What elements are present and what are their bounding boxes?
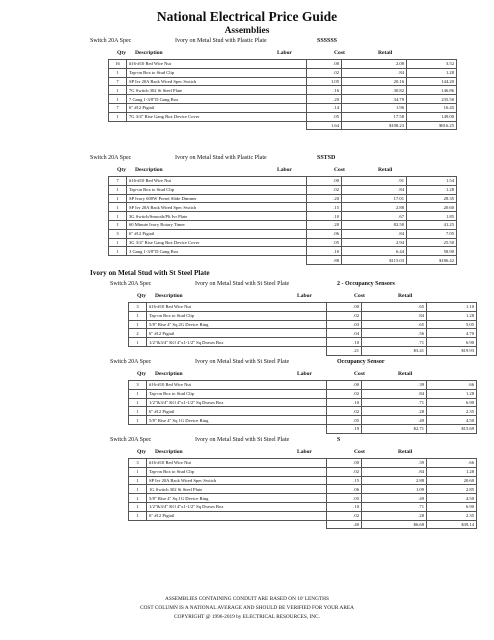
item-cost: 2.94	[342, 238, 407, 247]
item-labor: .00	[327, 303, 362, 312]
footer-line-3: COPYRIGHT @ 1996-2019 by ELECTRICAL RESOURCES, INC.	[174, 614, 320, 620]
item-labor: .00	[327, 459, 362, 468]
column-header-qty: Qty	[137, 449, 147, 455]
column-header-description: Description	[155, 449, 183, 455]
column-header-retail: Retail	[378, 167, 393, 173]
spec-code: S	[337, 437, 341, 443]
totals-spacer	[109, 256, 127, 265]
table-row	[129, 329, 477, 338]
item-description: 6" #12 Pigtail	[147, 407, 327, 416]
item-cost: 2.08	[342, 60, 407, 69]
page-title: National Electrical Price Guide	[156, 9, 338, 24]
item-labor: .10	[327, 502, 362, 511]
item-labor: .02	[307, 68, 342, 77]
spec-type: Switch 20A Spec	[110, 281, 152, 287]
spec-finish: Ivory on Metal Stud with Plastic Plate	[175, 38, 267, 44]
column-header-retail: Retail	[378, 50, 393, 56]
item-description: SP Ivory 600W Preset Slide Dimmer	[127, 194, 307, 203]
item-retail: 1.28	[427, 467, 477, 476]
assembly-spec-line	[110, 357, 477, 368]
table-row	[129, 511, 477, 520]
item-cost: .39	[362, 459, 427, 468]
item-description: SP Ivr 20A Back Wired Spec Switch	[127, 77, 307, 86]
table-row	[129, 303, 477, 312]
item-labor: .05	[307, 112, 342, 121]
column-header-cost: Cost	[354, 371, 365, 377]
total-cost: $2.71	[362, 424, 427, 433]
item-description: 3G 3/4" Rise Gang Box Device Cover	[127, 238, 307, 247]
totals-spacer	[147, 520, 327, 529]
item-description: 5/8" Rise 4" Sq 2G Device Ring	[147, 320, 327, 329]
total-labor: .40	[327, 520, 362, 529]
item-description: 6" #12 Pigtail	[147, 511, 327, 520]
total-labor: .19	[327, 424, 362, 433]
item-retail: 16.45	[407, 103, 457, 112]
table-row	[109, 60, 457, 69]
column-header-cost: Cost	[354, 449, 365, 455]
table-row	[129, 467, 477, 476]
item-labor: .02	[327, 467, 362, 476]
item-retail: 6.90	[427, 502, 477, 511]
item-cost: .91	[342, 177, 407, 186]
item-labor: .02	[327, 407, 362, 416]
column-header-row	[90, 47, 457, 59]
item-retail: 144.20	[407, 77, 457, 86]
item-retail: 4.50	[427, 494, 477, 503]
table-row	[129, 381, 477, 390]
item-description: 7G 3/4" Rise Gang Box Device Cover	[127, 112, 307, 121]
total-retail: $186.42	[407, 256, 457, 265]
column-header-qty: Qty	[137, 293, 147, 299]
item-cost: .71	[362, 502, 427, 511]
column-header-cost: Cost	[334, 50, 345, 56]
item-description: Tap-on Box to Stud Clip	[127, 185, 307, 194]
item-labor: .10	[327, 398, 362, 407]
column-header-labor: Labor	[297, 293, 312, 299]
item-retail: 7.05	[407, 229, 457, 238]
item-retail: 1.28	[407, 185, 457, 194]
item-description: SP Ivr 20A Back Wired Spec Switch	[147, 476, 327, 485]
assembly-spec-line	[110, 279, 477, 290]
item-retail: 2.35	[427, 511, 477, 520]
item-cost: .84	[362, 389, 427, 398]
item-cost: .49	[362, 494, 427, 503]
item-cost: .71	[362, 398, 427, 407]
total-labor: .88	[307, 256, 342, 265]
item-description: #16-#10 Red Wire Nut	[127, 60, 307, 69]
item-qty: 1	[129, 511, 147, 520]
item-cost: 17.58	[342, 112, 407, 121]
column-header-labor: Labor	[277, 50, 292, 56]
item-description: 5/8" Rise 4" Sq 1G Device Ring	[147, 416, 327, 425]
item-qty: 1	[109, 112, 127, 121]
item-qty: 7	[109, 103, 127, 112]
item-description: #16-#10 Red Wire Nut	[127, 177, 307, 186]
item-retail: 6.90	[427, 338, 477, 347]
item-qty: 16	[109, 60, 127, 69]
spec-type: Switch 20A Spec	[90, 38, 132, 44]
item-retail: 1.28	[407, 68, 457, 77]
item-cost: 82.50	[342, 220, 407, 229]
page-subtitle: Assemblies	[224, 26, 270, 36]
item-description: #16-#10 Red Wire Nut	[147, 459, 327, 468]
item-description: SP Ivr 20A Back Wired Spec Switch	[127, 203, 307, 212]
item-qty: 1	[109, 247, 127, 256]
item-cost: 1.09	[362, 485, 427, 494]
total-labor: 1.64	[307, 121, 342, 130]
assembly-block	[90, 36, 457, 130]
table-row	[109, 247, 457, 256]
assembly-spec-line	[90, 153, 457, 164]
column-header-qty: Qty	[117, 50, 127, 56]
totals-spacer	[127, 256, 307, 265]
item-labor: .00	[307, 60, 342, 69]
total-retail: $19.93	[427, 346, 477, 355]
table-row	[109, 185, 457, 194]
item-description: 5/8" Rise 4" Sq 1G Device Ring	[147, 494, 327, 503]
item-cost: .84	[342, 185, 407, 194]
item-labor: .05	[327, 494, 362, 503]
column-header-row	[110, 290, 477, 302]
total-retail: $15.69	[427, 424, 477, 433]
item-labor: .03	[327, 320, 362, 329]
item-qty: 1	[129, 476, 147, 485]
item-cost: .49	[362, 416, 427, 425]
table-row	[129, 338, 477, 347]
item-qty: 1	[109, 185, 127, 194]
table-row	[109, 112, 457, 121]
item-description: 6" #12 Pigtail	[127, 229, 307, 238]
item-qty: 1	[109, 86, 127, 95]
table-row	[109, 229, 457, 238]
spec-finish: Ivory on Metal Stud with St Steel Plate	[195, 437, 290, 443]
item-cost: 30.82	[342, 86, 407, 95]
item-retail: 146.86	[407, 86, 457, 95]
item-qty: 1	[129, 398, 147, 407]
assembly-items-table	[128, 380, 477, 434]
item-retail: .66	[427, 381, 477, 390]
item-retail: 3.52	[407, 60, 457, 69]
item-labor: .00	[307, 177, 342, 186]
table-row	[109, 68, 457, 77]
table-row	[109, 220, 457, 229]
item-retail: 58.90	[407, 247, 457, 256]
item-labor: .04	[327, 329, 362, 338]
item-retail: 4.50	[427, 416, 477, 425]
item-description: 1/2"&3/4" KO 4"x1-1/2" Sq Drawn Box	[147, 398, 327, 407]
spec-code: SSTSD	[317, 155, 336, 161]
item-qty: 1	[109, 95, 127, 104]
item-cost: .65	[362, 303, 427, 312]
item-qty: 7	[109, 177, 127, 186]
column-header-labor: Labor	[297, 449, 312, 455]
total-cost: $3.41	[362, 346, 427, 355]
item-description: Tap-on Box to Stud Clip	[147, 389, 327, 398]
spec-code: Occupancy Sensor	[337, 359, 385, 365]
table-row	[129, 398, 477, 407]
item-cost: .84	[362, 467, 427, 476]
table-row	[109, 194, 457, 203]
spec-type: Switch 20A Spec	[90, 155, 132, 161]
item-retail: 1.85	[407, 212, 457, 221]
total-retail: $39.14	[427, 520, 477, 529]
spec-type: Switch 20A Spec	[110, 437, 152, 443]
item-labor: .02	[327, 511, 362, 520]
item-labor: .02	[327, 389, 362, 398]
item-labor: .20	[307, 194, 342, 203]
totals-spacer	[147, 346, 327, 355]
item-qty: 1	[109, 212, 127, 221]
column-header-retail: Retail	[398, 449, 413, 455]
assembly-block	[110, 357, 477, 434]
totals-spacer	[129, 346, 147, 355]
item-qty: 2	[129, 329, 147, 338]
table-row	[109, 177, 457, 186]
column-header-row	[110, 446, 477, 458]
item-labor: .15	[307, 203, 342, 212]
totals-row	[129, 346, 477, 355]
item-qty: 3	[129, 381, 147, 390]
column-header-retail: Retail	[398, 293, 413, 299]
item-description: 1/2"&3/4" KO 4"x1-1/2" Sq Drawn Box	[147, 502, 327, 511]
item-cost: .56	[362, 329, 427, 338]
total-cost: $6.68	[362, 520, 427, 529]
item-labor: .06	[307, 229, 342, 238]
column-header-qty: Qty	[137, 371, 147, 377]
item-labor: .02	[327, 311, 362, 320]
item-description: #16-#10 Red Wire Nut	[147, 381, 327, 390]
item-labor: 1.05	[307, 77, 342, 86]
item-retail: 25.50	[407, 238, 457, 247]
table-row	[109, 238, 457, 247]
item-description: 6" #12 Pigtail	[127, 103, 307, 112]
item-cost: 6.44	[342, 247, 407, 256]
spec-type: Switch 20A Spec	[110, 359, 152, 365]
assembly-items-table	[108, 176, 457, 265]
item-retail: 20.60	[427, 476, 477, 485]
item-labor: .20	[307, 95, 342, 104]
item-labor: .10	[307, 247, 342, 256]
table-row	[129, 459, 477, 468]
spec-finish: Ivory on Metal Stud with Plastic Plate	[175, 155, 267, 161]
item-retail: 41.25	[407, 220, 457, 229]
item-qty: 1	[129, 311, 147, 320]
table-row	[109, 77, 457, 86]
item-retail: 6.90	[427, 398, 477, 407]
item-description: 1G Switch 302 St Steel Plate	[147, 485, 327, 494]
item-cost: 20.16	[342, 77, 407, 86]
assembly-block	[110, 435, 477, 529]
item-qty: 3	[129, 303, 147, 312]
assembly-spec-line	[90, 36, 457, 47]
totals-spacer	[129, 520, 147, 529]
item-labor: .00	[327, 381, 362, 390]
item-cost: .28	[362, 511, 427, 520]
totals-row	[109, 121, 457, 130]
item-cost: .39	[362, 381, 427, 390]
item-cost: .67	[342, 212, 407, 221]
totals-spacer	[129, 424, 147, 433]
item-qty: 1	[109, 68, 127, 77]
table-row	[129, 416, 477, 425]
item-qty: 1	[129, 494, 147, 503]
table-row	[129, 320, 477, 329]
item-cost: 17.01	[342, 194, 407, 203]
table-row	[129, 494, 477, 503]
item-retail: 149.00	[407, 112, 457, 121]
item-cost: .84	[342, 68, 407, 77]
assembly-block	[110, 279, 477, 356]
item-description: 3G Switch/Smooth/Plt Ivr Plate	[127, 212, 307, 221]
totals-row	[129, 520, 477, 529]
item-retail: 28.35	[407, 194, 457, 203]
spec-code: 2 - Occupancy Sensors	[337, 281, 395, 287]
item-cost: .84	[342, 229, 407, 238]
item-qty: 3	[109, 229, 127, 238]
item-description: 1/2"&3/4" KO 4"x1-1/2" Sq Drawn Box	[147, 338, 327, 347]
item-qty: 1	[129, 502, 147, 511]
item-qty: 1	[129, 485, 147, 494]
item-qty: 1	[129, 338, 147, 347]
table-row	[109, 203, 457, 212]
item-labor: .16	[307, 86, 342, 95]
item-labor: .10	[307, 212, 342, 221]
item-cost: 2.88	[362, 476, 427, 485]
item-description: 6" #12 Pigtail	[147, 329, 327, 338]
item-qty: 1	[129, 320, 147, 329]
table-row	[129, 502, 477, 511]
item-cost: .65	[362, 320, 427, 329]
column-header-row	[90, 164, 457, 176]
item-cost: .84	[362, 311, 427, 320]
total-cost: $108.23	[342, 121, 407, 130]
total-cost: $115.03	[342, 256, 407, 265]
item-retail: 4.70	[427, 329, 477, 338]
table-row	[109, 103, 457, 112]
item-description: Tap-on Box to Stud Clip	[127, 68, 307, 77]
totals-row	[109, 256, 457, 265]
table-row	[109, 86, 457, 95]
item-labor: .05	[307, 238, 342, 247]
item-description: Tap-on Box to Stud Clip	[147, 311, 327, 320]
column-header-qty: Qty	[117, 167, 127, 173]
item-retail: .66	[427, 459, 477, 468]
column-header-cost: Cost	[334, 167, 345, 173]
item-retail: 2.85	[427, 485, 477, 494]
item-description: #16-#10 Red Wire Nut	[147, 303, 327, 312]
item-retail: 1.10	[427, 303, 477, 312]
item-cost: .71	[362, 338, 427, 347]
item-qty: 1	[109, 220, 127, 229]
spec-finish: Ivory on Metal Stud with St Steel Plate	[195, 281, 290, 287]
item-labor: .06	[327, 485, 362, 494]
column-header-description: Description	[135, 167, 163, 173]
totals-spacer	[127, 121, 307, 130]
table-row	[109, 95, 457, 104]
item-cost: 1.96	[342, 103, 407, 112]
total-labor: .21	[327, 346, 362, 355]
column-header-description: Description	[135, 50, 163, 56]
column-header-row	[110, 368, 477, 380]
item-labor: .10	[327, 338, 362, 347]
column-header-retail: Retail	[398, 371, 413, 377]
table-row	[129, 485, 477, 494]
assembly-block	[90, 153, 457, 265]
assembly-spec-line	[110, 435, 477, 446]
totals-spacer	[147, 424, 327, 433]
item-cost: .28	[362, 407, 427, 416]
item-qty: 3	[129, 459, 147, 468]
footer-line-1: ASSEMBLIES CONTAINING CONDUIT ARE BASED ON 10' LENGTHS	[165, 596, 329, 602]
column-header-labor: Labor	[297, 371, 312, 377]
item-qty: 1	[109, 194, 127, 203]
item-qty: 1	[129, 389, 147, 398]
item-description: 7 Gang 1-3/8"D Gang Box	[127, 95, 307, 104]
item-qty: 7	[109, 77, 127, 86]
item-retail: 235.50	[407, 95, 457, 104]
totals-row	[129, 424, 477, 433]
table-row	[129, 311, 477, 320]
footer-line-2: COST COLUMN IS A NATIONAL AVERAGE AND SHOULD BE VERIFIED FOR YOUR AREA	[140, 605, 354, 611]
section-heading: Ivory on Metal Stud with St Steel Plate	[90, 269, 210, 277]
item-qty: 1	[109, 203, 127, 212]
item-labor: .15	[327, 476, 362, 485]
item-retail: 1.28	[427, 311, 477, 320]
item-retail: 2.35	[427, 407, 477, 416]
column-header-cost: Cost	[354, 293, 365, 299]
item-retail: 1.54	[407, 177, 457, 186]
item-retail: 5.05	[427, 320, 477, 329]
table-row	[129, 476, 477, 485]
item-description: 60 Minute Ivory Rotary Timer	[127, 220, 307, 229]
assembly-items-table	[128, 302, 477, 356]
item-retail: 1.28	[427, 389, 477, 398]
item-description: 3 Gang 1-3/8"D Gang Box	[127, 247, 307, 256]
item-labor: .14	[307, 103, 342, 112]
item-qty: 1	[129, 407, 147, 416]
totals-spacer	[109, 121, 127, 130]
table-row	[109, 212, 457, 221]
spec-code: SSSSSS	[317, 38, 338, 44]
column-header-labor: Labor	[277, 167, 292, 173]
item-labor: .05	[327, 416, 362, 425]
item-qty: 1	[129, 416, 147, 425]
item-qty: 1	[109, 238, 127, 247]
item-labor: .20	[307, 220, 342, 229]
assembly-items-table	[128, 458, 477, 529]
column-header-description: Description	[155, 371, 183, 377]
item-cost: 2.88	[342, 203, 407, 212]
spec-finish: Ivory on Metal Stud with St Steel Plate	[195, 359, 290, 365]
table-row	[129, 389, 477, 398]
table-row	[129, 407, 477, 416]
total-retail: $816.25	[407, 121, 457, 130]
item-description: 7G Switch 302 St Steel Plate	[127, 86, 307, 95]
item-labor: .02	[307, 185, 342, 194]
item-retail: 20.60	[407, 203, 457, 212]
column-header-description: Description	[155, 293, 183, 299]
item-description: Tap-on Box to Stud Clip	[147, 467, 327, 476]
assembly-items-table	[108, 59, 457, 130]
item-cost: 34.79	[342, 95, 407, 104]
item-qty: 1	[129, 467, 147, 476]
